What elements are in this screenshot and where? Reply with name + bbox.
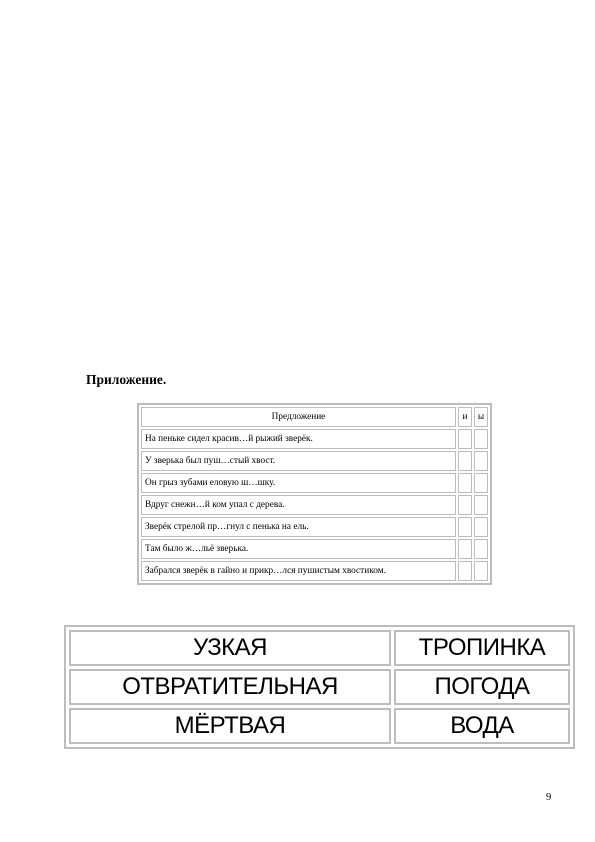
sentence-cell: На пеньке сидел красив…й рыжий зверёк. bbox=[141, 429, 456, 449]
y-answer-cell[interactable] bbox=[474, 561, 488, 581]
i-answer-cell[interactable] bbox=[458, 473, 472, 493]
table-row bbox=[141, 451, 488, 471]
sentence-table-header-row bbox=[141, 407, 488, 427]
word-pair-row bbox=[69, 708, 570, 744]
y-answer-cell[interactable] bbox=[474, 451, 488, 471]
table-row bbox=[141, 429, 488, 449]
i-answer-cell[interactable] bbox=[458, 539, 472, 559]
adjective-cell: УЗКАЯ bbox=[69, 630, 391, 666]
header-sentence: Предложение bbox=[141, 407, 456, 427]
i-answer-cell[interactable] bbox=[458, 561, 472, 581]
noun-cell: ВОДА bbox=[394, 708, 570, 744]
y-answer-cell[interactable] bbox=[474, 539, 488, 559]
table-row bbox=[141, 561, 488, 581]
page-number: 9 bbox=[546, 792, 552, 803]
i-answer-cell[interactable] bbox=[458, 517, 472, 537]
y-answer-cell[interactable] bbox=[474, 473, 488, 493]
sentence-cell: У зверька был пуш…стый хвост. bbox=[141, 451, 456, 471]
header-i: и bbox=[458, 407, 472, 427]
sentence-table bbox=[137, 403, 492, 585]
sentence-cell: Он грыз зубами еловую ш…шку. bbox=[141, 473, 456, 493]
noun-cell: ТРОПИНКА bbox=[394, 630, 570, 666]
word-pair-row bbox=[69, 669, 570, 705]
i-answer-cell[interactable] bbox=[458, 451, 472, 471]
table-row bbox=[141, 517, 488, 537]
table-row bbox=[141, 473, 488, 493]
i-answer-cell[interactable] bbox=[458, 495, 472, 515]
noun-cell: ПОГОДА bbox=[394, 669, 570, 705]
appendix-heading: Приложение. bbox=[86, 372, 167, 387]
table-row bbox=[141, 539, 488, 559]
y-answer-cell[interactable] bbox=[474, 517, 488, 537]
adjective-cell: ОТВРАТИТЕЛЬНАЯ bbox=[69, 669, 391, 705]
sentence-cell: Там было ж…льё зверька. bbox=[141, 539, 456, 559]
y-answer-cell[interactable] bbox=[474, 495, 488, 515]
word-pair-row bbox=[69, 630, 570, 666]
header-y: ы bbox=[474, 407, 488, 427]
word-pairs-table bbox=[64, 625, 575, 749]
sentence-cell: Вдруг снежн…й ком упал с дерева. bbox=[141, 495, 456, 515]
y-answer-cell[interactable] bbox=[474, 429, 488, 449]
table-row bbox=[141, 495, 488, 515]
adjective-cell: МЁРТВАЯ bbox=[69, 708, 391, 744]
sentence-cell: Зверёк стрелой пр…гнул с пенька на ель. bbox=[141, 517, 456, 537]
i-answer-cell[interactable] bbox=[458, 429, 472, 449]
sentence-cell: Забрался зверёк в гайно и прикр…лся пушистым хвостиком. bbox=[141, 561, 456, 581]
